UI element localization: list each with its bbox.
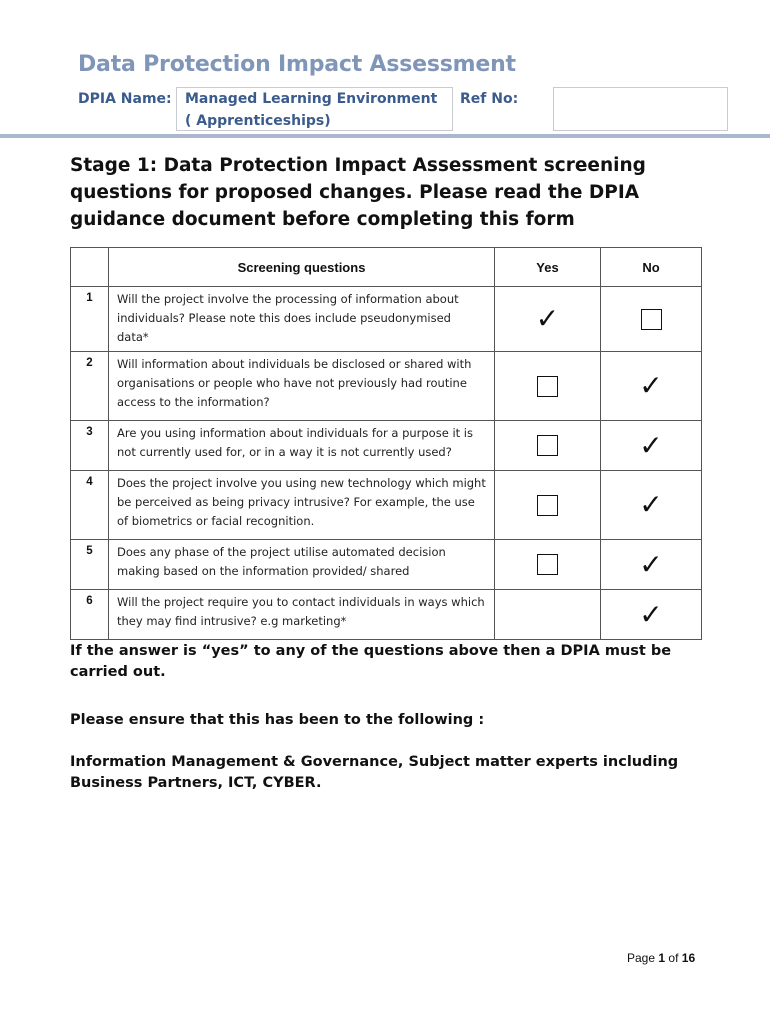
header-divider [0,134,770,138]
question-number: 6 [71,590,109,640]
answer-no-cell [601,421,702,471]
question-number: 3 [71,421,109,471]
page-current: 1 [658,951,666,965]
ref-no-value [554,88,727,90]
answer-no-cell [601,287,702,352]
checkbox-yes[interactable] [537,554,558,575]
checkbox-yes[interactable] [537,435,558,456]
checkmark-icon[interactable]: ✓ [639,597,663,631]
answer-yes-cell [495,471,601,540]
table-row [71,421,702,471]
dpia-name-label: DPIA Name: [78,91,172,107]
question-number: 4 [71,471,109,540]
dpia-name-field[interactable] [176,87,453,131]
dpia-name-line1: Managed Learning Environment [185,91,438,107]
col-yes-header: Yes [495,248,601,287]
answer-yes-cell [495,590,601,640]
col-number-header [71,248,109,287]
table-row [71,540,702,590]
dpia-name-line2: ( Apprenticeships) [185,113,331,129]
answer-yes-cell [495,352,601,421]
checkmark-icon[interactable]: ✓ [639,547,663,581]
page-prefix: Page [627,951,656,965]
table-row [71,352,702,421]
answer-no-cell [601,471,702,540]
stage-heading: Stage 1: Data Protection Impact Assessment screening questions for proposed changes. Please read the DPIA guidance document before completing this form [70,155,646,230]
table-header-row [71,248,702,287]
table-row [71,287,702,352]
ref-no-field[interactable] [553,87,728,131]
recipients-text: Information Management & Governance, Subject matter experts including Business Partners, ICT, CYBER. [70,754,679,791]
answer-yes-cell [495,421,601,471]
checkbox-yes[interactable] [537,495,558,516]
question-number: 1 [71,287,109,352]
question-text: Are you using information about individuals for a purpose it is not currently used for, or in a way it is not currently used? [109,421,495,471]
checkmark-icon[interactable]: ✓ [639,488,663,521]
answer-yes-cell [495,287,601,352]
answer-no-cell [601,540,702,590]
screening-table [70,247,702,640]
page-number [627,951,695,965]
question-text: Will the project require you to contact individuals in ways which they may find intrusive? e.g marketing* [109,590,495,640]
document-title: Data Protection Impact Assessment [78,52,516,77]
checkmark-icon[interactable]: ✓ [535,302,560,335]
table-row [71,471,702,540]
col-question-header: Screening questions [109,248,495,287]
yes-instruction: If the answer is “yes” to any of the questions above then a DPIA must be carried out. [70,643,672,680]
answer-yes-cell [495,540,601,590]
answer-no-cell [601,590,702,640]
checkmark-icon[interactable]: ✓ [639,369,663,402]
question-text: Does the project involve you using new technology which might be perceived as being privacy intrusive? For example, the use of biometrics or facial recognition. [109,471,495,540]
question-text: Will the project involve the processing of information about individuals? Please note this does include pseudonymised data* [109,287,495,352]
table-row [71,590,702,640]
page-of: of [668,951,679,965]
col-no-header: No [601,248,702,287]
ensure-instruction: Please ensure that this has been to the following : [70,712,485,728]
answer-no-cell [601,352,702,421]
question-number: 5 [71,540,109,590]
checkmark-icon[interactable]: ✓ [639,428,663,462]
checkbox-no[interactable] [641,309,662,330]
checkbox-yes[interactable] [537,376,558,397]
page-total: 16 [681,951,696,965]
question-text: Does any phase of the project utilise automated decision making based on the information provided/ shared [109,540,495,590]
ref-no-label: Ref No: [460,91,519,107]
question-number: 2 [71,352,109,421]
question-text: Will information about individuals be disclosed or shared with organisations or people who have not previously had routine access to the information? [109,352,495,421]
